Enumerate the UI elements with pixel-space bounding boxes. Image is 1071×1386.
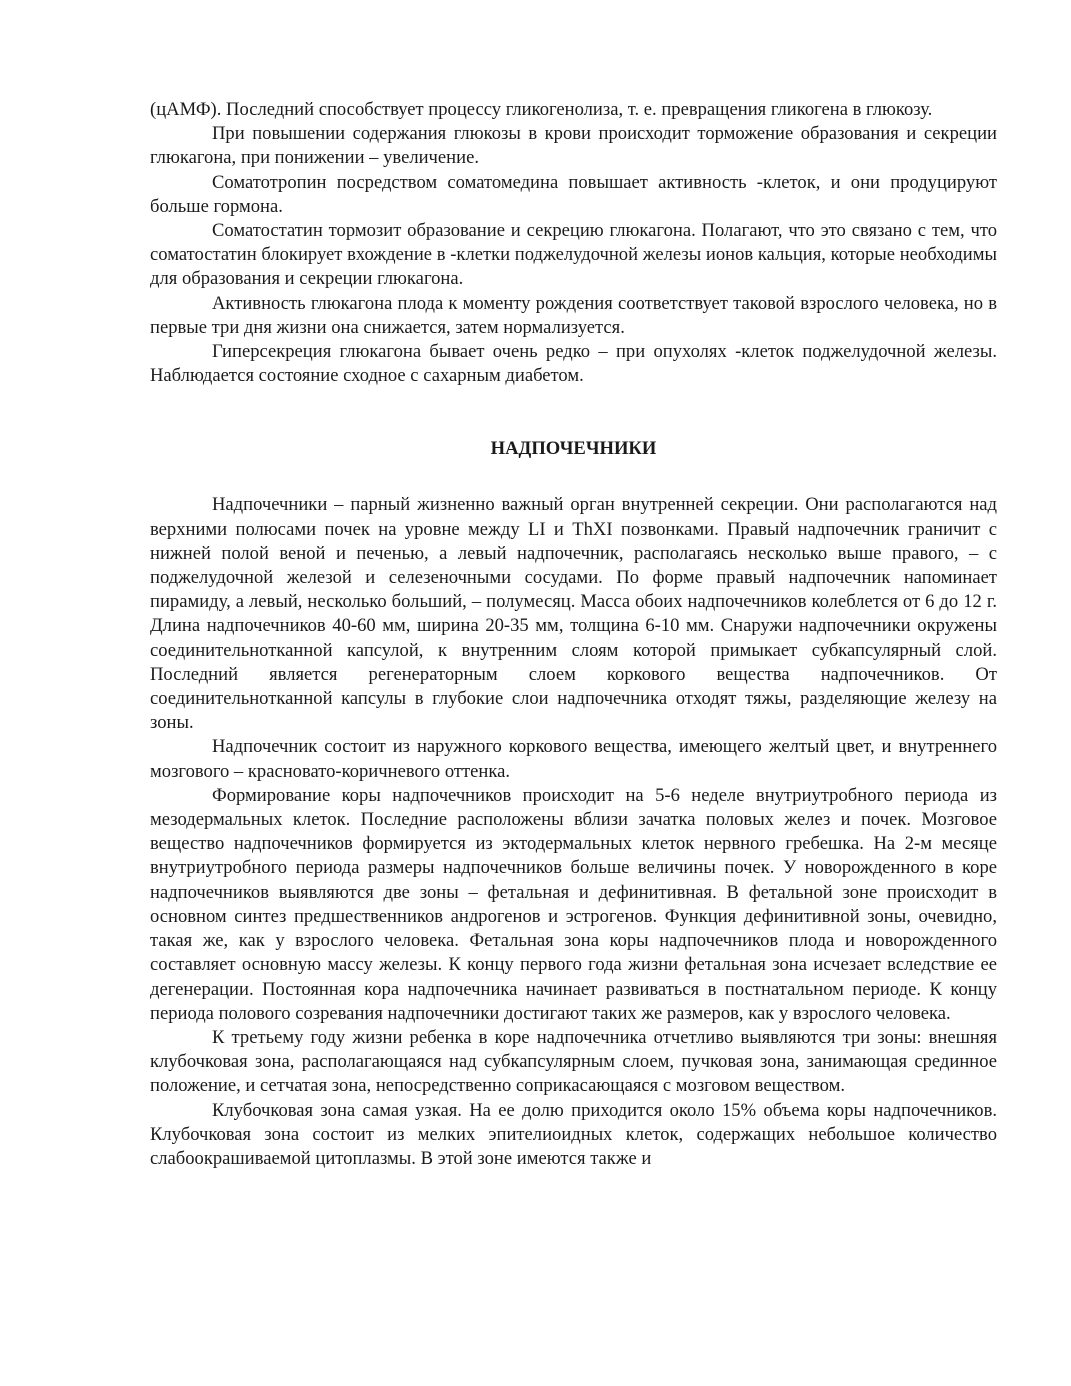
paragraph-somatostatin: Соматостатин тормозит образование и секрецию глюкагона. Полагают, что это связано с тем, что соматостатин блокирует вхождение в -клетки поджелудочной железы ионов кальция, которые необходимы для образования и секреции глюкагона. bbox=[150, 220, 997, 290]
paragraph-camp-glycogenolysis: (цАМФ). Последний способствует процессу гликогенолиза, т. е. превращения гликогена в глюкозу. bbox=[150, 99, 933, 120]
paragraph-hypersecretion: Гиперсекреция глюкагона бывает очень редко – при опухолях -клеток поджелудочной железы. Наблюдается состояние сходное с сахарным диабетом. bbox=[150, 341, 997, 387]
section-heading-adrenals: НАДПОЧЕЧНИКИ bbox=[490, 438, 657, 460]
paragraph-cortex-medulla: Надпочечник состоит из наружного коркового вещества, имеющего желтый цвет, и внутреннего мозгового – красновато-коричневого оттенка. bbox=[150, 736, 997, 782]
paragraph-development: Формирование коры надпочечников происходит на 5-6 неделе внутриутробного периода из мезодермальных клеток. Последние расположены вблизи зачатка половых желез и почек. Мозговое вещество надпочечников формируется из эктодермальных клеток нервного гребешка. На 2-м месяце внутриутробного периода размеры надпочечников больше величины почек. У новорожденного в коре надпочечников выявляются две зоны – фетальная и дефинитивная. В фетальной зоне происходит в основном синтез предшественников андрогенов и эстрогенов. Функция дефинитивной зоны, очевидно, такая же, как у взрослого человека. Фетальная зона коры надпочечников плода и новорожденного составляет основную массу железы. К концу первого года жизни фетальная зона исчезает вследствие ее дегенерации. Постоянная кора надпочечника начинает развиваться в постнатальном периоде. К концу периода полового созревания надпочечники достигают таких же размеров, как у взрослого человека. bbox=[150, 784, 997, 1024]
document-page bbox=[150, 98, 997, 1171]
paragraph-adrenal-anatomy: Надпочечники – парный жизненно важный орган внутренней секреции. Они располагаются над верхними полюсами почек на уровне между LI и ThXI позвонками. Правый надпочечник граничит с нижней полой веной и печенью, а левый надпочечник, располагаясь несколько выше правого, – с поджелудочной железой и селезеночными сосудами. По форме правый надпочечник напоминает пирамиду, а левый, несколько больший, – полумесяц. Масса обоих надпочечников колеблется от 6 до 12 г. Длина надпочечников 40-60 мм, ширина 20-35 мм, толщина 6-10 мм. Снаружи надпочечники окружены соединительнотканной капсулой, к внутренним слоям которой примыкает субкапсулярный слой. Последний является регенераторным слоем коркового вещества надпочечников. От соединительнотканной капсулы в глубокие слои надпочечника отходят тяжы, разделяющие железу на зоны. bbox=[150, 494, 997, 734]
paragraph-fetal-glucagon: Активность глюкагона плода к моменту рождения соответствует таковой взрослого человека, но в первые три дня жизни она снижается, затем нормализуется. bbox=[150, 292, 997, 338]
paragraph-somatotropin: Соматотропин посредством соматомедина повышает активность -клеток, и они продуцируют больше гормона. bbox=[150, 171, 997, 217]
paragraph-three-zones: К третьему году жизни ребенка в коре надпочечника отчетливо выявляются три зоны: внешняя клубочковая зона, располагающаяся над субкапсулярным слоем, пучковая зона, занимающая срединное положение, и сетчатая зона, непосредственно соприкасающаяся с мозговом веществом. bbox=[150, 1026, 997, 1097]
paragraph-glomerular-zone: Клубочковая зона самая узкая. На ее долю приходится около 15% объема коры надпочечников. Клубочковая зона состоит из мелких эпителиоидных клеток, содержащих небольшое количество слабоокрашиваемой цитоплазмы. В этой зоне имеются также и bbox=[150, 1099, 997, 1169]
paragraph-glucose-regulation: При повышении содержания глюкозы в крови происходит торможение образования и секреции глюкагона, при понижении – увеличение. bbox=[150, 123, 997, 169]
